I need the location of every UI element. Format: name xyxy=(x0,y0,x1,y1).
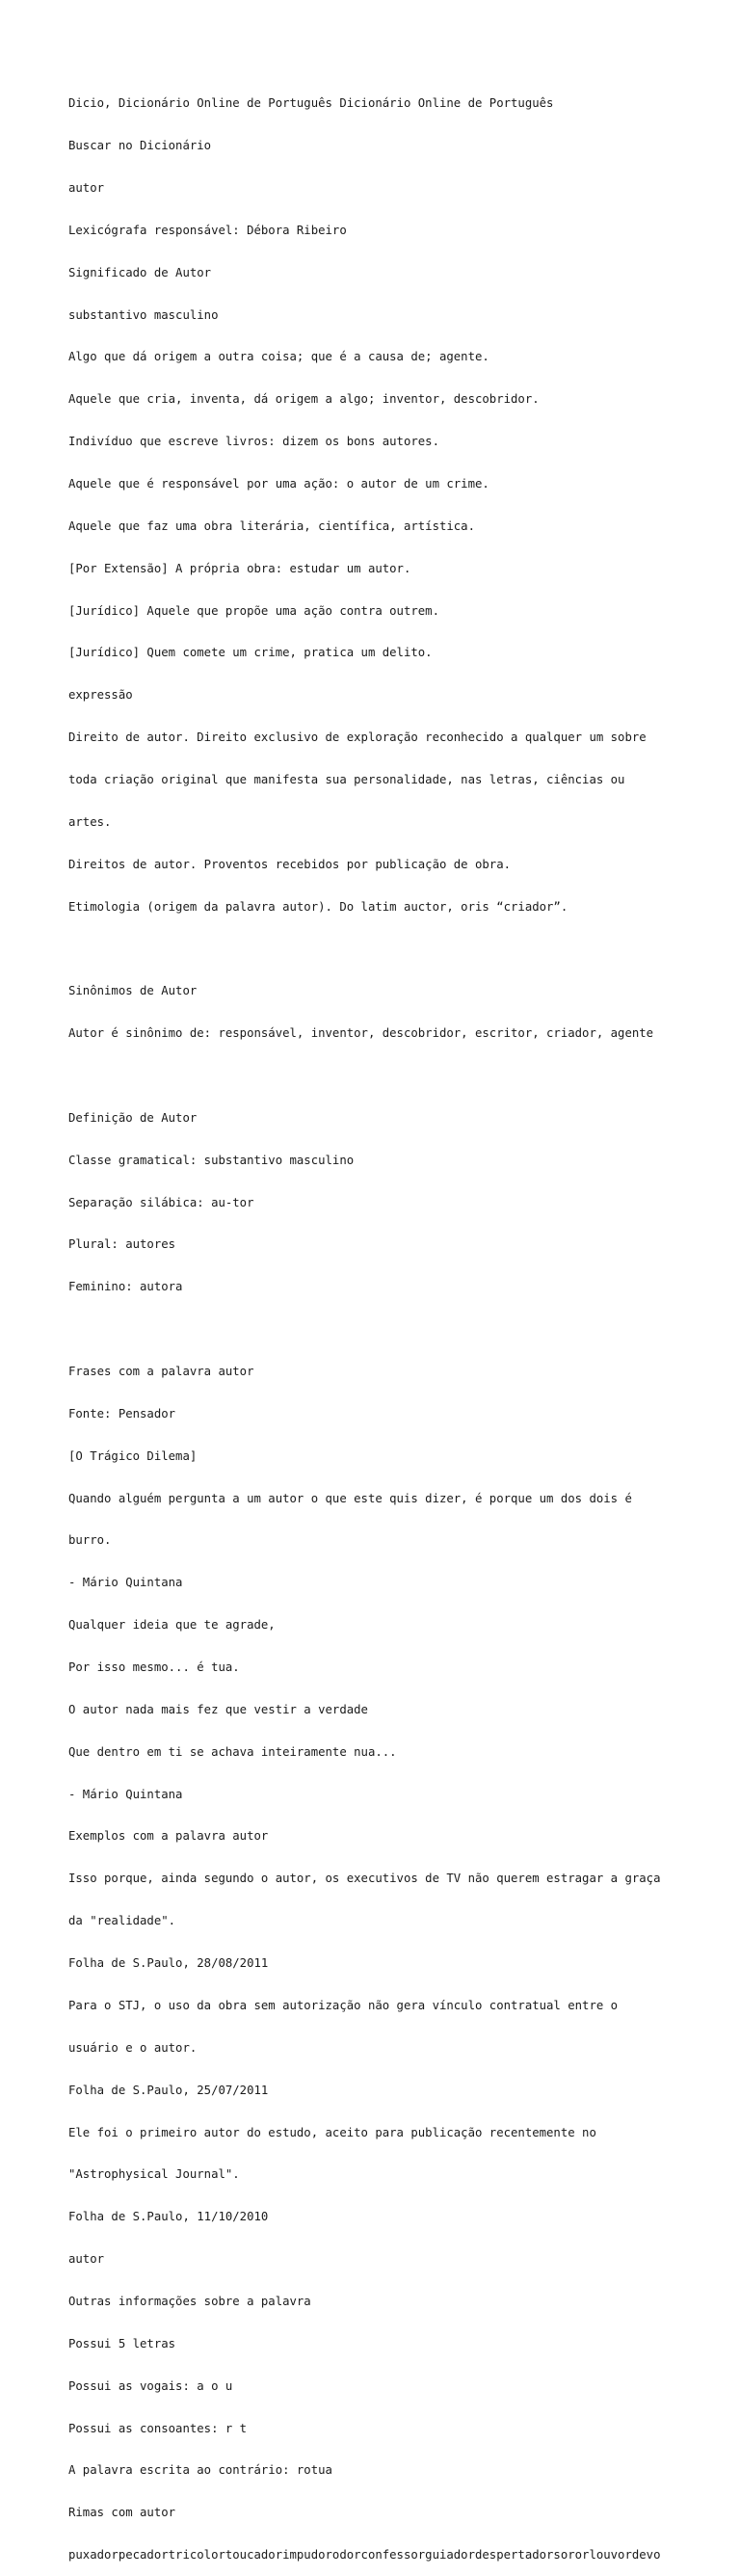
expression-heading: expressão xyxy=(68,688,133,703)
word-class: substantivo masculino xyxy=(68,307,219,322)
site-title: Dicio, Dicionário Online de Português Dicionário Online de Português xyxy=(68,96,554,111)
example-line: Ele foi o primeiro autor do estudo, aceito para publicação recentemente no xyxy=(68,2125,596,2139)
quote-line: O autor nada mais fez que vestir a verdade xyxy=(68,1702,368,1716)
meaning-heading: Significado de Autor xyxy=(68,265,212,279)
example-line: da "realidade". xyxy=(68,1914,176,1928)
expression-line: Direito de autor. Direito exclusivo de exploração reconhecido a qualquer um sobre xyxy=(68,730,647,745)
example-source: Folha de S.Paulo, 28/08/2011 xyxy=(68,1956,269,1971)
synonyms-line: Autor é sinônimo de: responsável, inventor, descobridor, escritor, criador, agente xyxy=(68,1026,654,1041)
feminine: Feminino: autora xyxy=(68,1280,183,1294)
quote-author: - Mário Quintana xyxy=(68,1576,183,1590)
info-consonants: Possui as consoantes: r t xyxy=(68,2421,248,2435)
expression-line: Direitos de autor. Proventos recebidos por publicação de obra. xyxy=(68,857,512,871)
info-reversed: A palavra escrita ao contrário: rotua xyxy=(68,2463,332,2478)
rhymes-line: puxadorpecadortricolortoucadorimpudorodorconfessorguiadordespertadorsororlouvordevo xyxy=(68,2548,661,2563)
grammar-class: Classe gramatical: substantivo masculino xyxy=(68,1153,355,1167)
quote-line: Quando alguém pergunta a um autor o que este quis dizer, é porque um dos dois é xyxy=(68,1491,632,1505)
definition-line: Indivíduo que escreve livros: dizem os bons autores. xyxy=(68,435,439,449)
info-letters: Possui 5 letras xyxy=(68,2336,176,2350)
headword: autor xyxy=(68,180,105,195)
info-vowels: Possui as vogais: a o u xyxy=(68,2378,233,2393)
definition-line: Algo que dá origem a outra coisa; que é a causa de; agente. xyxy=(68,350,489,364)
quote-line: Por isso mesmo... é tua. xyxy=(68,1660,240,1675)
etymology-line: Etimologia (origem da palavra autor). Do latim auctor, oris “criador”. xyxy=(68,899,568,914)
lexicographer: Lexicógrafa responsável: Débora Ribeiro xyxy=(68,223,347,237)
definition-line: Aquele que faz uma obra literária, científica, artística. xyxy=(68,518,475,533)
example-line: "Astrophysical Journal". xyxy=(68,2167,240,2182)
examples-heading: Exemplos com a palavra autor xyxy=(68,1829,269,1844)
blank-line xyxy=(68,942,685,956)
document-text xyxy=(68,68,685,2576)
definition-line: [Jurídico] Aquele que propõe uma ação contra outrem. xyxy=(68,603,439,618)
quote-author: - Mário Quintana xyxy=(68,1787,183,1801)
blank-line xyxy=(68,1069,685,1083)
definition-line: [Jurídico] Quem comete um crime, pratica um delito. xyxy=(68,646,433,660)
definition-line: Aquele que cria, inventa, dá origem a algo; inventor, descobridor. xyxy=(68,392,540,407)
search-label: Buscar no Dicionário xyxy=(68,139,212,153)
quote-line: Que dentro em ti se achava inteiramente nua... xyxy=(68,1744,397,1759)
quote-line: [O Trágico Dilema] xyxy=(68,1448,198,1463)
phrases-heading: Frases com a palavra autor xyxy=(68,1365,254,1379)
syllable-separation: Separação silábica: au-tor xyxy=(68,1195,254,1209)
synonyms-heading: Sinônimos de Autor xyxy=(68,984,198,998)
rhymes-heading: Rimas com autor xyxy=(68,2506,176,2520)
example-source: Folha de S.Paulo, 11/10/2010 xyxy=(68,2210,269,2224)
quote-line: burro. xyxy=(68,1533,112,1548)
info-heading: Outras informações sobre a palavra xyxy=(68,2294,311,2308)
blank-line xyxy=(68,1322,685,1337)
expression-line: artes. xyxy=(68,814,112,829)
plural: Plural: autores xyxy=(68,1237,176,1252)
example-line: Para o STJ, o uso da obra sem autorização não gera vínculo contratual entre o xyxy=(68,1998,619,2012)
definition-line: Aquele que é responsável por uma ação: o autor de um crime. xyxy=(68,476,489,491)
quote-line: Qualquer ideia que te agrade, xyxy=(68,1618,276,1633)
headword-repeat: autor xyxy=(68,2252,105,2267)
expression-line: toda criação original que manifesta sua personalidade, nas letras, ciências ou xyxy=(68,773,625,786)
example-line: Isso porque, ainda segundo o autor, os executivos de TV não querem estragar a graça xyxy=(68,1872,661,1886)
definition-line: [Por Extensão] A própria obra: estudar um autor. xyxy=(68,561,411,575)
example-line: usuário e o autor. xyxy=(68,2040,198,2055)
definition-heading: Definição de Autor xyxy=(68,1110,198,1125)
phrases-source: Fonte: Pensador xyxy=(68,1406,176,1421)
example-source: Folha de S.Paulo, 25/07/2011 xyxy=(68,2083,269,2097)
